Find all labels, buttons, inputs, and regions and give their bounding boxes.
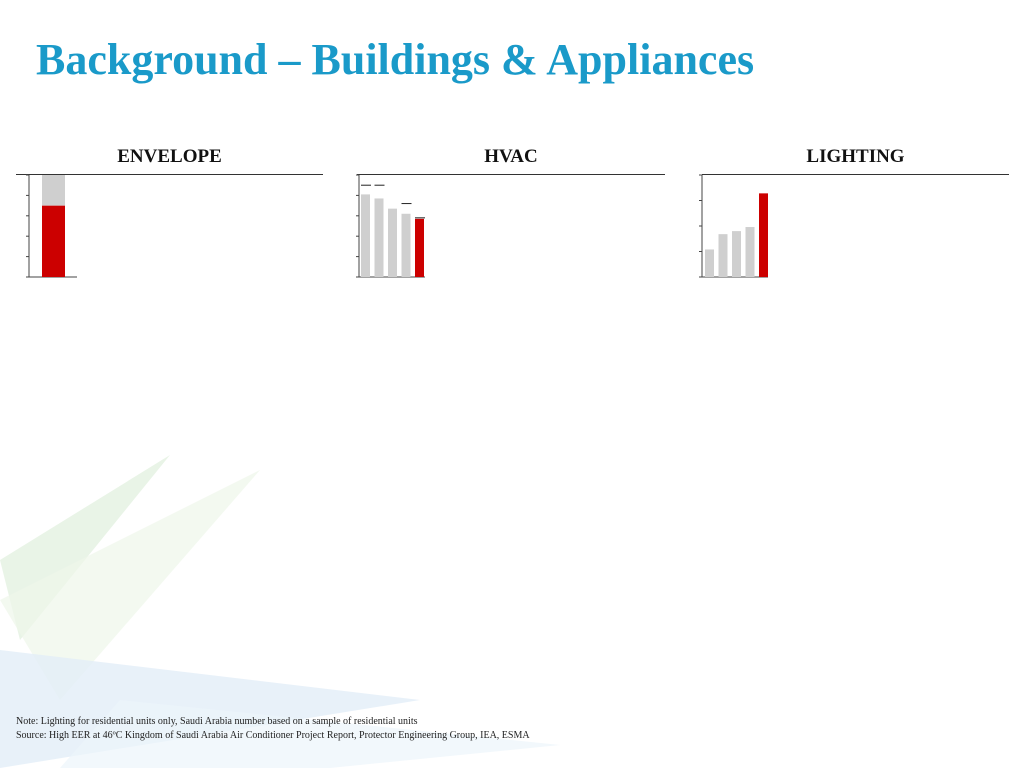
lighting-bar (719, 234, 728, 277)
hvac-panel-title: HVAC (484, 146, 538, 167)
lighting-panel-title: LIGHTING (806, 146, 905, 167)
lighting-bar (759, 193, 768, 277)
note-text: Note: Lighting for residential units only, Saudi Arabia number based on a sample of residential units (16, 716, 418, 727)
footnotes (16, 715, 530, 743)
lighting-bar (746, 227, 755, 277)
lighting-chart (0, 0, 1024, 300)
lighting-bar (705, 249, 714, 277)
source-text: Source: High EER at 46ºC Kingdom of Saudi Arabia Air Conditioner Project Report, Protector Engineering Group, IEA, ESMA (16, 730, 530, 741)
slide-title: Background – Buildings & Appliances (36, 35, 755, 84)
envelope-panel-title: ENVELOPE (117, 146, 222, 167)
lighting-bar (732, 231, 741, 277)
